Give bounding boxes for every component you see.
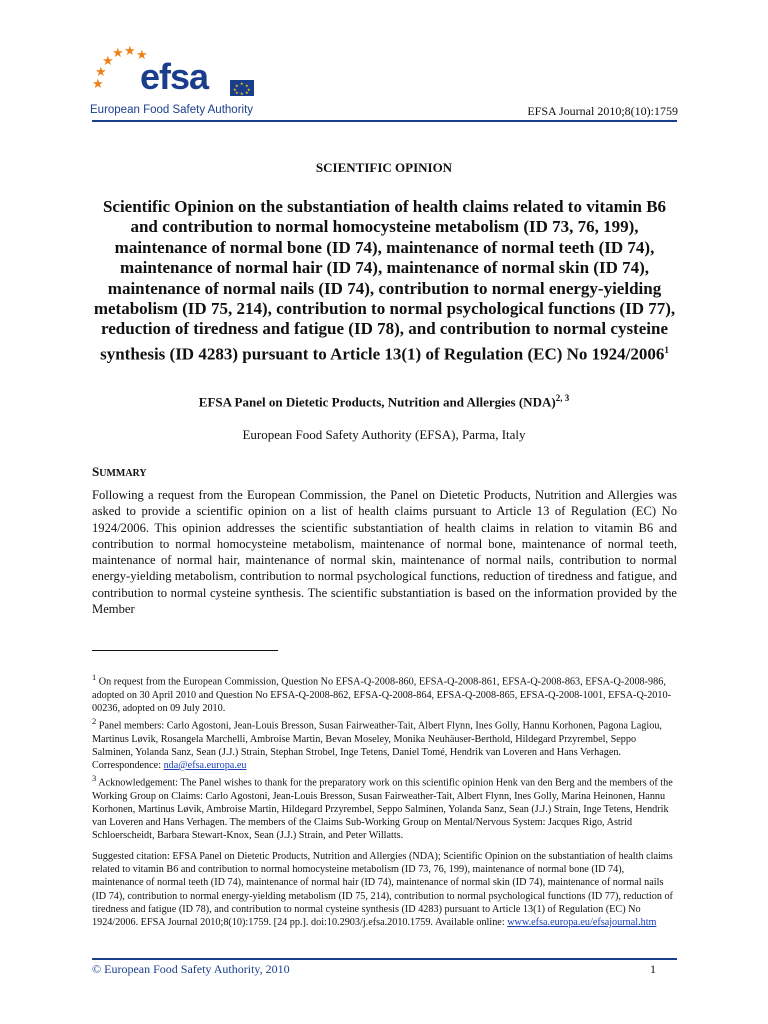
footnote-3: $^3$ Acknowledgement: The Panel wishes to thank for the preparatory work on this scientific opinion Henk van den Berg and the members of the Working Group on Claims: Carlo Agostoni, Jean-Louis Bresson, Susan Fairweather-Tait, Albert Flynn, Ines Golly, Marina Heinonen, Hannu Korhonen, Martinus Løvik, Ambroise Martin, Hildegard Przyrembel, Seppo Salminen, Yolanda Sanz, Sean (J.J.) Strain, Inge Tetens, Hendrik van Loveren and Hans Verhagen. The members of the Claims Sub-Working Group on Mental/Nervous System: Jacques Rigo, Astrid Schloerscheidt, Barbara Stewart-Knox, Sean (J.J.) Strain, and Peter Willatts. — [92, 773, 673, 842]
agency-name: European Food Safety Authority — [90, 104, 254, 116]
footnote-2: $^2$ Panel members: Carlo Agostoni, Jean-Louis Bresson, Susan Fairweather-Tait, Albert Flynn, Ines Golly, Hannu Korhonen, Pagona Lagiou, Martinus Løvik, Rosangela Marchelli, Ambroise Martin, Bevan Moseley, Monika Neuhäuser-Berthold, Hildegard Przyrembel, Seppo Salminen, Yolanda Sanz, Sean (J.J.) Strain, Stephan Strobel, Inge Tetens, Daniel Tomé, Hendrik van Loveren and Hans Verhagen. Correspondence: nda@efsa.europa.eu — [92, 716, 662, 771]
eu-flag-icon: ★ ★ ★ ★ ★ ★ ★ ★ — [230, 80, 254, 96]
correspondence-email-link[interactable]: nda@efsa.europa.eu — [163, 760, 247, 771]
document-type-label: SCIENTIFIC OPINION — [315, 160, 453, 175]
affiliation: European Food Safety Authority (EFSA), Parma, Italy — [242, 427, 526, 442]
page-number: 1 — [650, 962, 656, 976]
star-arc-icon: ★ ★ ★ ★ ★ ★ — [92, 43, 148, 91]
efsa-logo — [90, 44, 270, 124]
authors-footnote-markers[interactable]: 2, 3 — [555, 393, 570, 403]
summary-heading: SUMMARY — [92, 464, 147, 479]
suggested-citation: Suggested citation: EFSA Panel on Dietetic Products, Nutrition and Allergies (NDA); Scientific Opinion on the substantiation of health claims related to vitamin B6 and contribution to normal homocysteine metabolism (ID 73, 76, 199), maintenance of normal bone (ID 74), maintenance of normal teeth (ID 74), maintenance of normal hair (ID 74), maintenance of normal skin (ID 74), maintenance of normal nails (ID 74), contribution to normal energy-yielding metabolism (ID 75, 214), contribution to normal psychological functions (ID 77), reduction of tiredness and fatigue (ID 78), and contribution to normal cysteine synthesis (ID 4283) pursuant to Article 13(1) of Regulation (EC) No 1924/2006. EFSA Journal 2010;8(10):1759. [24 pp.]. doi:10.2903/j.efsa.2010.1759. Available online: www.efsa.europa.eu/efsajournal.htm — [92, 851, 673, 929]
authors-line: EFSA Panel on Dietetic Products, Nutrition and Allergies (NDA)$^{2, 3}$ — [198, 393, 570, 410]
summary-body: Following a request from the European Commission, the Panel on Dietetic Products, Nutrition and Allergies was asked to provide a scientific opinion on a list of health claims pursuant to Article 13 of Regulation (EC) No 1924/2006. This opinion addresses the scientific substantiation of health claims in relation to vitamin B6 and contribution to normal homocysteine metabolism, maintenance of normal bone, maintenance of normal teeth, maintenance of normal hair, maintenance of normal skin, maintenance of normal nails, contribution to normal energy-yielding metabolism, contribution to normal psychological functions, reduction of tiredness and fatigue, and contribution to normal cysteine synthesis. The scientific substantiation is based on the information provided by the Member — [92, 488, 677, 617]
copyright-notice: © European Food Safety Authority, 2010 — [92, 962, 290, 976]
header-divider — [92, 120, 677, 122]
footnote-1: $^1$ On request from the European Commission, Question No EFSA-Q-2008-860, EFSA-Q-2008-861, EFSA-Q-2008-863, EFSA-Q-2008-986, adopted on 30 April 2010 and Question No EFSA-Q-2008-862, EFSA-Q-2008-864, EFSA-Q-2008-865, EFSA-Q-2008-1001, EFSA-Q-2010-00236, adopted on 09 July 2010. — [92, 672, 671, 714]
efsa-journal-link[interactable]: www.efsa.europa.eu/efsajournal.htm — [507, 917, 657, 929]
journal-reference: EFSA Journal 2010;8(10):1759 — [527, 104, 678, 118]
footnote-divider — [92, 650, 278, 651]
footnotes — [92, 671, 677, 843]
logo-wordmark: efsa — [140, 56, 209, 97]
title-footnote-marker[interactable]: 1 — [664, 344, 669, 355]
document-title: Scientific Opinion on the substantiation of health claims related to vitamin B6 and contribution to normal homocysteine metabolism (ID 73, 76, 199), maintenance of normal bone (ID 74), maintenance of normal teeth (ID 74), maintenance of normal hair (ID 74), maintenance of normal skin (ID 74), maintenance of normal nails (ID 74), contribution to normal energy-yielding metabolism (ID 75, 214), contribution to normal psychological functions (ID 77), reduction of tiredness and fatigue (ID 78), and contribution to normal cysteine synthesis (ID 4283) pursuant to Article 13(1) of Regulation (EC) No 1924/2006$^1$ — [93, 197, 676, 364]
footer-divider — [92, 958, 677, 960]
